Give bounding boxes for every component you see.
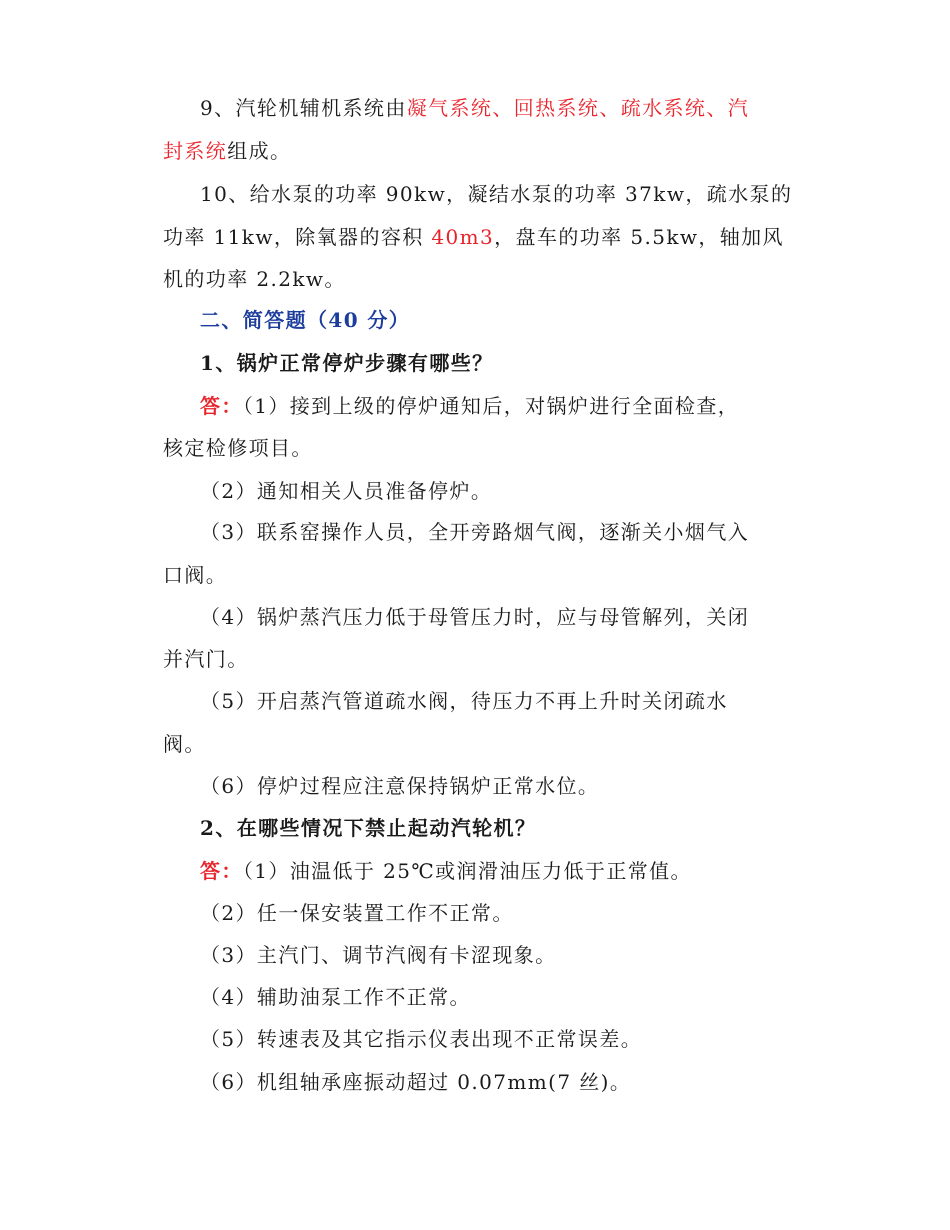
sq2-step-3: （3）主汽门、调节汽阀有卡涩现象。 — [200, 943, 557, 967]
q10-line-1: 10、给水泵的功率 90kw，凝结水泵的功率 37kw，疏水泵的 — [200, 182, 793, 206]
sq1-answer-line-1 — [200, 392, 739, 420]
sq1-answer-label: 答： — [200, 394, 243, 418]
sq2-step-5: （5）转速表及其它指示仪表出现不正常误差。 — [200, 1027, 643, 1051]
sq1-step-4b: 并汽门。 — [163, 647, 249, 671]
sq2-answer-line-1 — [200, 857, 692, 885]
sq1-step-5a: （5）开启蒸汽管道疏水阀，待压力不再上升时关闭疏水 — [200, 689, 728, 713]
q10-line-2 — [163, 223, 784, 251]
q10-line-2-suffix: ，盘车的功率 5.5kw，轴加风 — [494, 225, 784, 249]
sq1-step-2: （2）通知相关人员准备停炉。 — [200, 479, 493, 503]
sq2-step-4: （4）辅助油泵工作不正常。 — [200, 985, 471, 1009]
sq1-step-1a: （1）接到上级的停炉通知后，对锅炉进行全面检查， — [242, 394, 740, 418]
sq2-step-6: （6）机组轴承座振动超过 0.07mm(7 丝)。 — [200, 1070, 632, 1094]
q10-line-3: 机的功率 2.2kw。 — [163, 267, 346, 291]
q10-volume-highlight: 40m3 — [431, 225, 495, 249]
sq1-step-3a: （3）联系窑操作人员，全开旁路烟气阀，逐渐关小烟气入 — [200, 520, 750, 544]
sq2-question: 2、在哪些情况下禁止起动汽轮机？ — [200, 816, 537, 840]
sq1-step-4a: （4）锅炉蒸汽压力低于母管压力时，应与母管解列，关闭 — [200, 605, 750, 629]
sq1-step-3b: 口阀。 — [163, 563, 228, 587]
q10-line-2-prefix: 功率 11kw，除氧器的容积 — [163, 225, 432, 249]
q9-prefix: 9、汽轮机辅机系统由 — [200, 96, 407, 120]
q9-systems-highlight-2: 封系统 — [163, 139, 228, 163]
sq2-step-1: （1）油温低于 25℃或润滑油压力低于正常值。 — [242, 859, 692, 883]
sq1-question: 1、锅炉正常停炉步骤有哪些？ — [200, 351, 494, 375]
q9-line-1 — [200, 94, 749, 122]
sq1-step-1b: 核定检修项目。 — [163, 436, 313, 460]
q9-systems-highlight-1: 凝气系统、回热系统、疏水系统、汽 — [406, 96, 750, 120]
sq2-answer-label: 答： — [200, 859, 243, 883]
q9-line-2 — [163, 137, 291, 165]
q9-suffix: 组成。 — [227, 139, 292, 163]
section-heading: 二、简答题（40 分） — [200, 308, 411, 332]
sq2-step-2: （2）任一保安装置工作不正常。 — [200, 901, 514, 925]
sq1-step-5b: 阀。 — [163, 732, 206, 756]
sq1-step-6: （6）停炉过程应注意保持锅炉正常水位。 — [200, 774, 600, 798]
